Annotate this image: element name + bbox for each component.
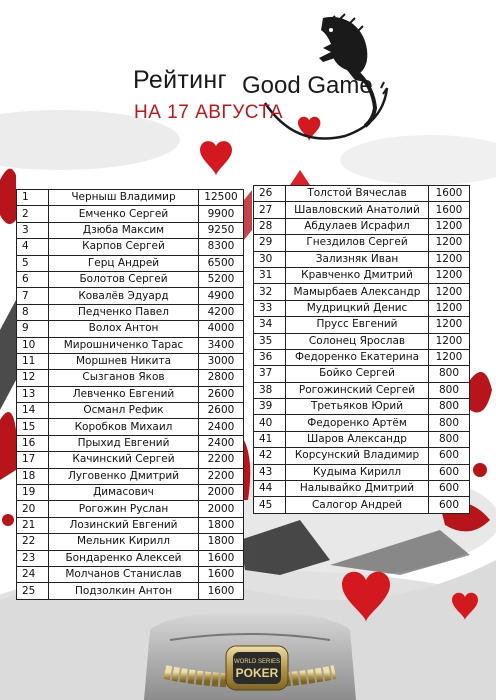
rank-cell: 14 [17, 403, 49, 419]
player-name-cell: Шаров Александр [286, 431, 429, 447]
player-name-cell: Солонец Ярослав [286, 333, 429, 349]
rank-cell: 5 [17, 255, 49, 271]
player-name-cell: Кравченко Дмитрий [286, 267, 429, 283]
rank-cell: 44 [254, 481, 286, 497]
player-name-cell: Бондаренко Алексей [49, 550, 199, 566]
points-cell: 1200 [429, 333, 470, 349]
rank-cell: 27 [254, 202, 286, 218]
rank-cell: 11 [17, 353, 49, 369]
table-row [17, 534, 244, 550]
table-row [17, 271, 244, 287]
rating-date: НА 17 АВГУСТА [134, 102, 284, 123]
player-name-cell: Левченко Евгений [49, 386, 199, 402]
points-cell: 1600 [199, 550, 244, 566]
player-name-cell: Карпов Сергей [49, 239, 199, 255]
player-name-cell: Абдулаев Исрафил [286, 218, 429, 234]
player-name-cell: Луговенко Дмитрий [49, 468, 199, 484]
rank-cell: 40 [254, 415, 286, 431]
points-cell: 12500 [199, 190, 244, 206]
player-name-cell: Мудрицкий Денис [286, 300, 429, 316]
points-cell: 5200 [199, 271, 244, 287]
player-name-cell: Кудыма Кирилл [286, 464, 429, 480]
points-cell: 600 [429, 464, 470, 480]
points-cell: 8300 [199, 239, 244, 255]
rank-cell: 39 [254, 399, 286, 415]
rank-cell: 9 [17, 321, 49, 337]
points-cell: 3000 [199, 353, 244, 369]
bracelet-line2: POKER [235, 666, 279, 680]
rank-cell: 25 [17, 583, 49, 599]
rating-table-left [16, 189, 244, 600]
rank-cell: 1 [17, 190, 49, 206]
rank-cell: 19 [17, 485, 49, 501]
points-cell: 1200 [429, 300, 470, 316]
table-row [17, 222, 244, 238]
points-cell: 800 [429, 382, 470, 398]
table-row [254, 399, 470, 415]
points-cell: 1200 [429, 284, 470, 300]
rank-cell: 6 [17, 271, 49, 287]
table-row [17, 190, 244, 206]
player-name-cell: Сызганов Яков [49, 370, 199, 386]
table-row [254, 218, 470, 234]
table-row [17, 370, 244, 386]
rating-table-body [254, 186, 470, 514]
table-row [17, 566, 244, 582]
table-row [17, 435, 244, 451]
player-name-cell: Моршнев Никита [49, 353, 199, 369]
rank-cell: 30 [254, 251, 286, 267]
points-cell: 1200 [429, 235, 470, 251]
points-cell: 600 [429, 481, 470, 497]
table-row [254, 251, 470, 267]
player-name-cell: Толстой Вячеслав [286, 186, 429, 202]
table-row [254, 464, 470, 480]
points-cell: 2600 [199, 403, 244, 419]
table-row [254, 415, 470, 431]
player-name-cell: Османл Рефик [49, 403, 199, 419]
table-row [254, 481, 470, 497]
points-cell: 1600 [429, 186, 470, 202]
player-name-cell: Прыхид Евгений [49, 435, 199, 451]
rank-cell: 21 [17, 517, 49, 533]
rank-cell: 12 [17, 370, 49, 386]
player-name-cell: Рогожинский Сергей [286, 382, 429, 398]
brand-name: Good Game [242, 72, 373, 99]
bracelet-line1: WORLD SERIES [233, 659, 281, 665]
player-name-cell: Мирошниченко Тарас [49, 337, 199, 353]
player-name-cell: Педченко Павел [49, 304, 199, 320]
rank-cell: 45 [254, 497, 286, 513]
rank-cell: 37 [254, 366, 286, 382]
player-name-cell: Прусс Евгений [286, 317, 429, 333]
rank-cell: 20 [17, 501, 49, 517]
rank-cell: 16 [17, 435, 49, 451]
rank-cell: 2 [17, 206, 49, 222]
rank-cell: 22 [17, 534, 49, 550]
rank-cell: 24 [17, 566, 49, 582]
table-row [17, 304, 244, 320]
table-row [254, 267, 470, 283]
bracelet-image [144, 612, 356, 700]
rank-cell: 34 [254, 317, 286, 333]
points-cell: 600 [429, 497, 470, 513]
rank-cell: 7 [17, 288, 49, 304]
player-name-cell: Федоренко Артём [286, 415, 429, 431]
heart-icon [200, 141, 232, 176]
player-name-cell: Емченко Сергей [49, 206, 199, 222]
table-row [17, 337, 244, 353]
points-cell: 1200 [429, 251, 470, 267]
rating-table-right [253, 185, 470, 514]
points-cell: 800 [429, 415, 470, 431]
points-cell: 1600 [199, 583, 244, 599]
table-row [254, 448, 470, 464]
table-row [17, 485, 244, 501]
rank-cell: 13 [17, 386, 49, 402]
player-name-cell: Болотов Сергей [49, 271, 199, 287]
table-row [17, 386, 244, 402]
table-row [17, 255, 244, 271]
rank-cell: 33 [254, 300, 286, 316]
table-row [17, 583, 244, 599]
table-row [254, 382, 470, 398]
points-cell: 800 [429, 399, 470, 415]
player-name-cell: Шавловский Анатолий [286, 202, 429, 218]
table-row [17, 501, 244, 517]
points-cell: 2200 [199, 468, 244, 484]
points-cell: 9250 [199, 222, 244, 238]
rank-cell: 42 [254, 448, 286, 464]
rank-cell: 3 [17, 222, 49, 238]
player-name-cell: Коробков Михаил [49, 419, 199, 435]
player-name-cell: Ковалёв Эдуард [49, 288, 199, 304]
player-name-cell: Рогожин Руслан [49, 501, 199, 517]
points-cell: 2400 [199, 435, 244, 451]
rank-cell: 32 [254, 284, 286, 300]
rank-cell: 18 [17, 468, 49, 484]
player-name-cell: Подзолкин Антон [49, 583, 199, 599]
rank-cell: 41 [254, 431, 286, 447]
points-cell: 6500 [199, 255, 244, 271]
player-name-cell: Корсунский Владимир [286, 448, 429, 464]
player-name-cell: Мельник Кирилл [49, 534, 199, 550]
table-row [17, 517, 244, 533]
points-cell: 1200 [429, 317, 470, 333]
table-row [17, 419, 244, 435]
points-cell: 600 [429, 448, 470, 464]
points-cell: 1200 [429, 267, 470, 283]
player-name-cell: Салогор Андрей [286, 497, 429, 513]
rank-cell: 8 [17, 304, 49, 320]
points-cell: 2400 [199, 419, 244, 435]
points-cell: 800 [429, 431, 470, 447]
player-name-cell: Федоренко Екатерина [286, 349, 429, 365]
rank-cell: 17 [17, 452, 49, 468]
rank-cell: 4 [17, 239, 49, 255]
table-row [254, 497, 470, 513]
points-cell: 1600 [429, 202, 470, 218]
points-cell: 2000 [199, 485, 244, 501]
player-name-cell: Бойко Сергей [286, 366, 429, 382]
table-row [254, 349, 470, 365]
player-name-cell: Налывайко Дмитрий [286, 481, 429, 497]
player-name-cell: Черныш Владимир [49, 190, 199, 206]
table-row [254, 186, 470, 202]
rank-cell: 29 [254, 235, 286, 251]
rank-cell: 15 [17, 419, 49, 435]
player-name-cell: Третьяков Юрий [286, 399, 429, 415]
player-name-cell: Качинский Сергей [49, 452, 199, 468]
points-cell: 3400 [199, 337, 244, 353]
table-row [254, 284, 470, 300]
table-row [17, 550, 244, 566]
player-name-cell: Димасович [49, 485, 199, 501]
rank-cell: 26 [254, 186, 286, 202]
points-cell: 1200 [429, 218, 470, 234]
points-cell: 4900 [199, 288, 244, 304]
table-row [254, 202, 470, 218]
player-name-cell: Мамырбаев Александр [286, 284, 429, 300]
player-name-cell: Герц Андрей [49, 255, 199, 271]
points-cell: 1600 [199, 566, 244, 582]
table-row [17, 468, 244, 484]
rank-cell: 31 [254, 267, 286, 283]
table-row [17, 239, 244, 255]
points-cell: 2800 [199, 370, 244, 386]
rank-cell: 28 [254, 218, 286, 234]
points-cell: 9900 [199, 206, 244, 222]
points-cell: 1200 [429, 349, 470, 365]
table-row [254, 317, 470, 333]
table-row [254, 300, 470, 316]
table-row [17, 288, 244, 304]
points-cell: 1800 [199, 517, 244, 533]
table-row [254, 431, 470, 447]
table-row [17, 353, 244, 369]
player-name-cell: Молчанов Станислав [49, 566, 199, 582]
points-cell: 1800 [199, 534, 244, 550]
rank-cell: 43 [254, 464, 286, 480]
rank-cell: 38 [254, 382, 286, 398]
table-row [254, 366, 470, 382]
player-name-cell: Дзюба Максим [49, 222, 199, 238]
table-row [17, 206, 244, 222]
rank-cell: 10 [17, 337, 49, 353]
rank-cell: 23 [17, 550, 49, 566]
player-name-cell: Зализняк Иван [286, 251, 429, 267]
points-cell: 2200 [199, 452, 244, 468]
points-cell: 4200 [199, 304, 244, 320]
points-cell: 4000 [199, 321, 244, 337]
rank-cell: 35 [254, 333, 286, 349]
points-cell: 2000 [199, 501, 244, 517]
table-row [17, 403, 244, 419]
table-row [254, 235, 470, 251]
player-name-cell: Лозинский Евгений [49, 517, 199, 533]
points-cell: 2600 [199, 386, 244, 402]
table-row [254, 333, 470, 349]
rating-table-body [17, 190, 244, 600]
table-row [17, 321, 244, 337]
poster-title: Рейтинг [133, 66, 227, 94]
table-row [17, 452, 244, 468]
player-name-cell: Гнездилов Сергей [286, 235, 429, 251]
player-name-cell: Волох Антон [49, 321, 199, 337]
points-cell: 800 [429, 366, 470, 382]
rank-cell: 36 [254, 349, 286, 365]
